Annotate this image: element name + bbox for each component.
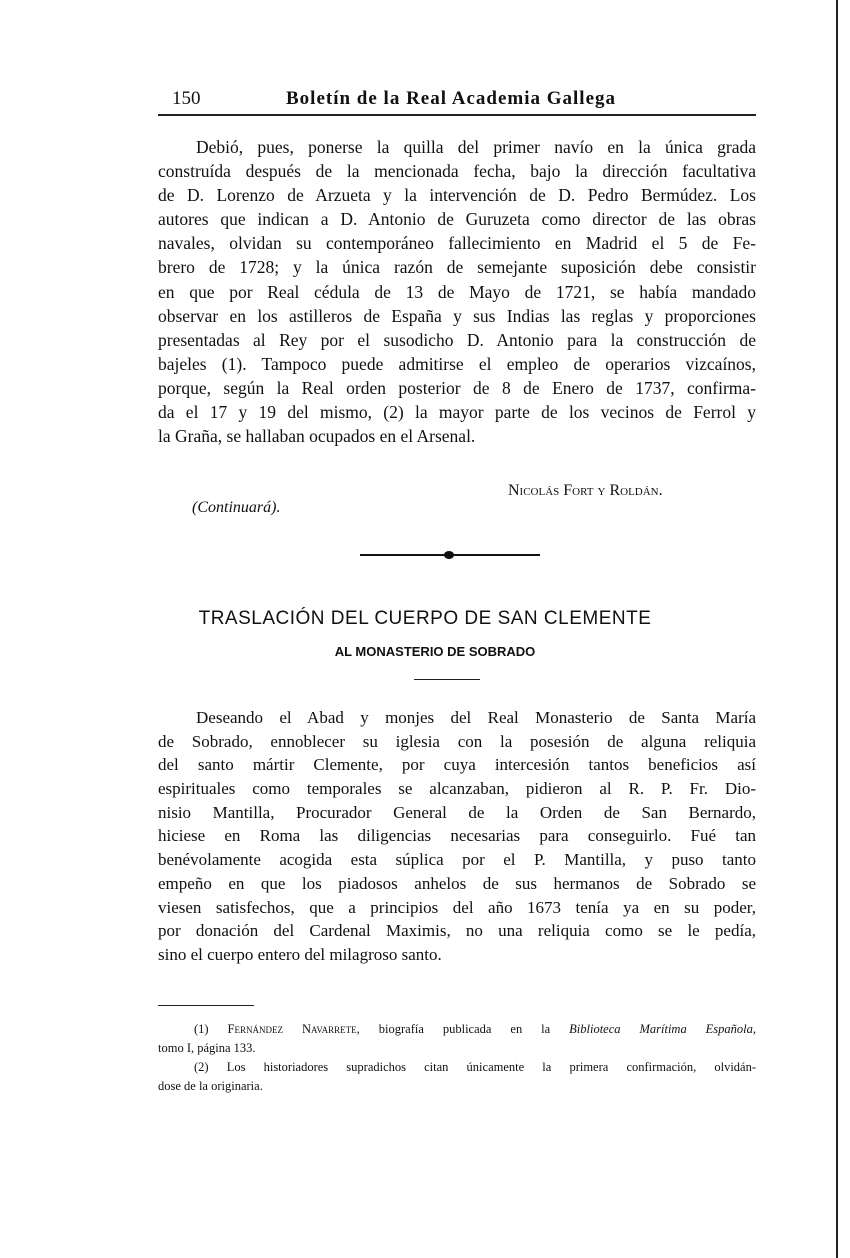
footnote-1-cont: tomo I, página 133. <box>158 1041 256 1055</box>
footnote-rule <box>158 1005 254 1006</box>
text-line: presentadas al Rey por el susodicho D. Antonio para la construcción de <box>158 329 756 350</box>
text-line: en que por Real cédula de 13 de Mayo de 1721, se había mandado <box>158 281 756 302</box>
footnote-text: biografía publicada en la <box>378 1022 551 1036</box>
text-line: brero de 1728; y la única razón de semejante suposición debe consistir <box>158 257 756 278</box>
text-line: benévolamente acogida esta súplica por el P. Mantilla, y puso tanto <box>158 850 756 870</box>
text-line: observar en los astilleros de España y sus Indias las reglas y proporciones <box>158 305 756 326</box>
author-signature: Nicolás Fort y Roldán. <box>508 482 663 499</box>
text-line: de D. Lorenzo de Arzueta y la intervención de D. Pedro Bermúdez. Los <box>158 185 756 206</box>
article-subtitle: AL MONASTERIO DE SOBRADO <box>334 644 536 659</box>
text-line: por donación del Cardenal Maximis, no una reliquia como se le pedía, <box>158 921 756 941</box>
text-line: Deseando el Abad y monjes del Real Monasterio de Santa María <box>196 708 756 727</box>
page-number: 150 <box>172 88 201 109</box>
footnote-2 <box>158 1058 756 1077</box>
article-title: TRASLACIÓN DEL CUERPO DE SAN CLEMENTE <box>198 608 652 629</box>
text-line: da el 17 y 19 del mismo, (2) la mayor parte de los vecinos de Ferrol y <box>158 402 756 423</box>
footnote-marker: (2) <box>194 1060 209 1074</box>
article2-body <box>158 706 756 967</box>
text-line: empeño en que los piadosos anhelos de sus hermanos de Sobrado se <box>158 873 756 893</box>
footnote-author: Fernández Navarrete, <box>227 1022 360 1036</box>
continued-note: (Continuará). <box>192 499 281 516</box>
text-line: de Sobrado, ennoblecer su iglesia con la posesión de alguna reliquia <box>158 731 756 751</box>
footnote-marker: (1) <box>194 1022 209 1036</box>
title-rule <box>414 679 480 680</box>
text-line: autores que indican a D. Antonio de Guruzeta como director de las obras <box>158 209 756 230</box>
footnote-text: Los historiadores supradichos citan únicamente la primera confirmación, olvidán- <box>226 1060 757 1074</box>
text-line: hiciese en Roma las diligencias necesarias para conseguirlo. Fué tan <box>158 826 756 846</box>
article1-body <box>158 135 756 448</box>
text-line: la Graña, se hallaban ocupados en el Arsenal. <box>158 426 476 447</box>
text-line: del santo mártir Clemente, por cuya intercesión tantos beneficios así <box>158 755 756 775</box>
text-line: viesen satisfechos, que a principios del año 1673 tenía ya en su poder, <box>158 897 756 917</box>
running-header <box>158 88 756 116</box>
text-line: sino el cuerpo entero del milagroso santo. <box>158 944 442 964</box>
text-line: nisio Mantilla, Procurador General de la Orden de San Bernardo, <box>158 802 756 822</box>
text-line: navales, olvidan su contemporáneo fallecimiento en Madrid el 5 de Fe- <box>158 233 756 254</box>
footnote-2-cont: dose de la originaria. <box>158 1079 263 1093</box>
footnote-1 <box>158 1020 756 1039</box>
journal-title: Boletín de la Real Academia Gallega <box>286 88 617 109</box>
text-line: Debió, pues, ponerse la quilla del primer navío en la única grada <box>196 137 756 157</box>
text-line: bajeles (1). Tampoco puede admitirse el empleo de operarios vizcaínos, <box>158 353 756 374</box>
footnotes <box>158 1020 756 1096</box>
text-line: espirituales como temporales se alcanzaban, pidieron al R. P. Fr. Dio- <box>158 779 756 799</box>
text-line: porque, según la Real orden posterior de 8 de Enero de 1737, confirma- <box>158 377 756 398</box>
text-line: construída después de la mencionada fecha, bajo la dirección facultativa <box>158 161 756 182</box>
footnote-work: Biblioteca Marítima Española, <box>569 1022 757 1036</box>
ornament-dot <box>444 551 454 559</box>
